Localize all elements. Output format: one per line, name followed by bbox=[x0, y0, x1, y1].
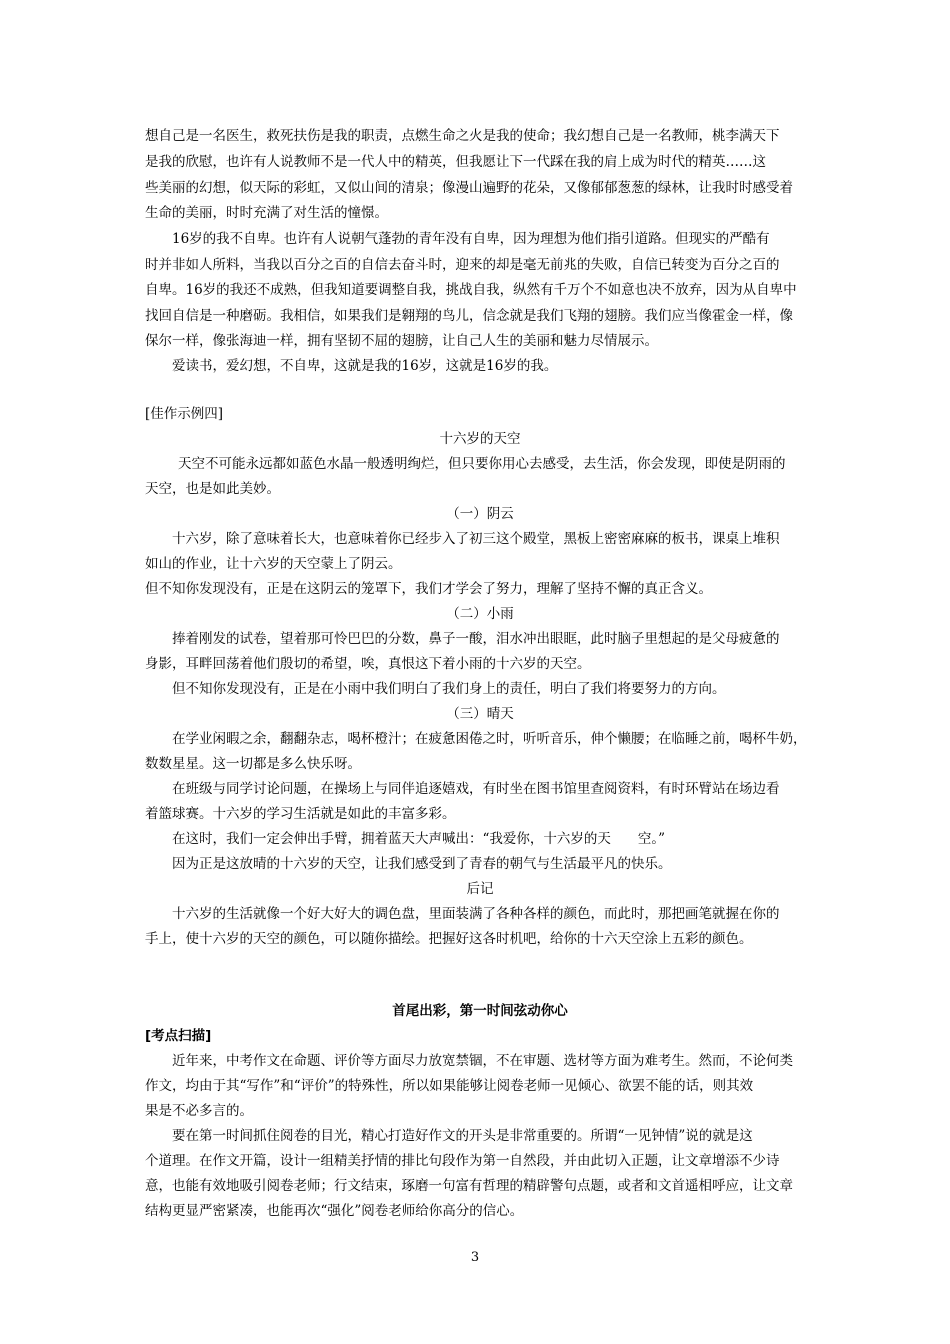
text-line: 16岁的我不自卑。也许有人说朝气蓬勃的青年没有自卑，因为理想为他们指引道路。但现实的严酷有 bbox=[172, 231, 770, 247]
text-line: 保尔一样，像张海迪一样，拥有坚韧不屈的翅膀，让自己人生的美丽和魅力尽情展示。 bbox=[145, 333, 658, 349]
text-line: 近年来，中考作文在命题、评价等方面尽力放宽禁锢，不在审题、选材等方面为难考生。然而，不论何类 bbox=[172, 1053, 793, 1069]
text-line: 找回自信是一种磨砺。我相信，如果我们是翱翔的鸟儿，信念就是我们飞翔的翅膀。我们应当像霍金一样，像 bbox=[145, 308, 793, 324]
text-line: 着篮球赛。十六岁的学习生活就是如此的丰富多彩。 bbox=[145, 806, 456, 822]
text-line: 身影，耳畔回荡着他们殷切的希望，唉，真恨这下着小雨的十六岁的天空。 bbox=[145, 656, 591, 672]
text-line: 手上，使十六岁的天空的颜色，可以随你描绘。把握好这各时机吧，给你的十六天空涂上五彩的颜色。 bbox=[145, 931, 753, 947]
text-line: 生命的美丽，时时充满了对生活的憧憬。 bbox=[145, 205, 388, 221]
text-line: 爱读书，爱幻想，不自卑，这就是我的16岁，这就是16岁的我。 bbox=[172, 358, 558, 374]
text-line: 个道理。在作文开篇，设计一组精美抒情的排比句段作为第一自然段，并由此切入正题，让文章增添不少诗 bbox=[145, 1153, 780, 1169]
text-line: 些美丽的幻想，似天际的彩虹，又似山间的清泉；像漫山遍野的花朵，又像郁郁葱葱的绿林，让我时时感受着 bbox=[145, 180, 793, 196]
section-heading: 首尾出彩，第一时间弦动你心 bbox=[392, 1003, 568, 1019]
text-line: 捧着刚发的试卷，望着那可怜巴巴的分数，鼻子一酸，泪水冲出眼眶，此时脑子里想起的是父母疲惫的 bbox=[172, 631, 780, 647]
subheading: （一）阴云 bbox=[446, 506, 514, 522]
text-line: 但不知你发现没有，正是在小雨中我们明白了我们身上的责任，明白了我们将要努力的方向。 bbox=[172, 681, 726, 697]
text-line: 果是不必多言的。 bbox=[145, 1103, 253, 1119]
text-line: 是我的欣慰，也许有人说教师不是一代人中的精英，但我愿让下一代踩在我的肩上成为时代的精英……这 bbox=[145, 154, 766, 170]
text-line: 十六岁的生活就像一个好大好大的调色盘，里面装满了各种各样的颜色，而此时，那把画笔就握在你的 bbox=[172, 906, 780, 922]
text-line: 天空，也是如此美妙。 bbox=[145, 481, 280, 497]
text-line: 意，也能有效地吸引阅卷老师；行文结束，琢磨一句富有哲理的精辟警句点题，或者和文首遥相呼应，让文章 bbox=[145, 1178, 793, 1194]
text-line: 要在第一时间抓住阅卷的目光，精心打造好作文的开头是非常重要的。所谓“一见钟情”说的就是这 bbox=[172, 1128, 753, 1144]
text-line: 在学业闲暇之余，翻翻杂志，喝杯橙汁；在疲惫困倦之时，听听音乐，伸个懒腰；在临睡之前，喝杯牛奶， bbox=[172, 731, 807, 747]
text-line: 自卑。16岁的我还不成熟，但我知道要调整自我，挑战自我，纵然有千万个不如意也决不放弃，因为从自卑中 bbox=[145, 282, 797, 298]
text-line: 作文，均由于其“写作”和“评价”的特殊性，所以如果能够让阅卷老师一见倾心、欲罢不能的话，则其效 bbox=[145, 1078, 754, 1094]
text-line: 数数星星。这一切都是多么快乐呀。 bbox=[145, 756, 361, 772]
text-line: 想自己是一名医生，救死扶伤是我的职责，点燃生命之火是我的使命；我幻想自己是一名教师，桃李满天下 bbox=[145, 128, 780, 144]
text-line: 天空不可能永远都如蓝色水晶一般透明绚烂，但只要你用心去感受，去生活，你会发现，即使是阴雨的 bbox=[178, 456, 786, 472]
text-line: 如山的作业，让十六岁的天空蒙上了阴云。 bbox=[145, 556, 402, 572]
page-number: 3 bbox=[470, 1250, 480, 1265]
text-line: 结构更显严密紧凑，也能再次“强化”阅卷老师给你高分的信心。 bbox=[145, 1203, 524, 1219]
text-line: 在这时，我们一定会伸出手臂，拥着蓝天大声喊出：“我爱你，十六岁的天 空。” bbox=[172, 831, 666, 847]
text-line: 但不知你发现没有，正是在这阴云的笼罩下，我们才学会了努力，理解了坚持不懈的真正含义。 bbox=[145, 581, 712, 597]
section-label: [佳作示例四] bbox=[145, 406, 224, 422]
text-line: 十六岁，除了意味着长大，也意味着你已经步入了初三这个殿堂，黑板上密密麻麻的板书，课桌上堆积 bbox=[172, 531, 780, 547]
essay-title: 十六岁的天空 bbox=[439, 431, 521, 447]
section-label: [考点扫描] bbox=[145, 1028, 212, 1044]
text-line: 时并非如人所料，当我以百分之百的自信去奋斗时，迎来的却是毫无前兆的失败，自信已转变为百分之百的 bbox=[145, 257, 780, 273]
text-line: 在班级与同学讨论问题，在操场上与同伴追逐嬉戏，有时坐在图书馆里查阅资料，有时环臂站在场边看 bbox=[172, 781, 780, 797]
text-line: 因为正是这放晴的十六岁的天空，让我们感受到了青春的朝气与生活最平凡的快乐。 bbox=[172, 856, 672, 872]
subheading: （三）晴天 bbox=[446, 706, 514, 722]
subheading: 后记 bbox=[466, 881, 494, 897]
subheading: （二）小雨 bbox=[446, 606, 514, 622]
